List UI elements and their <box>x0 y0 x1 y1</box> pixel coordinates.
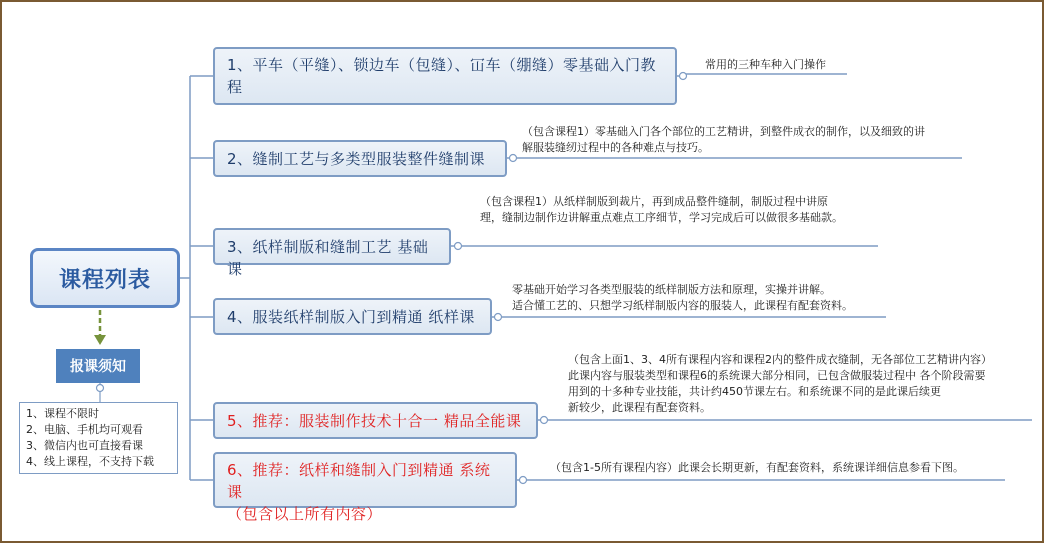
course-desc-1: 常用的三种车种入门操作 <box>705 58 826 71</box>
course-title-line: 1、平车（平缝）、锁边车（包缝）、冚车（绷缝）零基础入门教 <box>227 56 657 74</box>
notice-node[interactable] <box>56 349 140 383</box>
notice-item: 4、线上课程，不支持下载 <box>26 455 154 468</box>
notice-arrow-head <box>94 335 106 345</box>
course-desc-3: （包含课程1）从纸样制版到裁片，再到成品整件缝制，制版过程中讲原 理，缝制边制作边讲解重点难点工序细节，学习完成后可以做很多基础款。 <box>480 195 843 224</box>
course-node-1[interactable] <box>213 47 677 105</box>
course-node-3[interactable] <box>213 228 451 278</box>
course-node-6[interactable] <box>213 452 517 523</box>
notice-list <box>19 402 178 474</box>
collapse-dot-2 <box>510 155 517 162</box>
course-desc-4: 零基础开始学习各类型服装的纸样制版方法和原理，实操并讲解。 适合懂工艺的、只想学习纸样制版内容的服装人，此课程有配套资料。 <box>512 283 853 312</box>
course-desc-2: （包含课程1）零基础入门各个部位的工艺精讲，到整件成衣的制作，以及细致的讲 解服装缝纫过程中的各种难点与技巧。 <box>522 125 925 154</box>
collapse-dot-4 <box>495 314 502 321</box>
course-node-4[interactable] <box>213 298 492 335</box>
course-title-line: 5、推荐：服装制作技术十合一 精品全能课 <box>227 412 522 430</box>
notice-title: 报课须知 <box>70 359 126 375</box>
root-title: 课程列表 <box>58 267 151 293</box>
notice-item: 1、课程不限时 <box>26 407 99 420</box>
course-node-5[interactable] <box>213 402 538 439</box>
root-node[interactable] <box>30 248 180 308</box>
course-title-line: （包含以上所有内容） <box>227 505 383 523</box>
desc-link-1 <box>677 74 847 76</box>
course-desc-5: （包含上面1、3、4所有课程内容和课程2内的整件成衣缝制，无各部位工艺精讲内容） 此课内容与服装类型和课程6的系统课大部分相同，已包含做服装过程中 各个阶段需要 用到的十多种专业技能，共计约450节课左右。和系统课不同的是此课后续更 新较少，此课程有配套资料。 <box>568 353 992 414</box>
collapse-dot-1 <box>680 73 687 80</box>
collapse-dot-6 <box>520 477 527 484</box>
notice-item: 3、微信内也可直接看课 <box>26 439 143 452</box>
course-node-2[interactable] <box>213 140 507 177</box>
notice-dot <box>97 385 104 392</box>
course-title-line: 2、缝制工艺与多类型服装整件缝制课 <box>227 150 486 168</box>
course-title-line: 4、服装纸样制版入门到精通 纸样课 <box>227 308 475 326</box>
course-title-line: 3、纸样制版和缝制工艺 基础课 <box>227 238 429 278</box>
collapse-dot-3 <box>455 243 462 250</box>
notice-item: 2、电脑、手机均可观看 <box>26 423 143 436</box>
course-desc-6: （包含1-5所有课程内容）此课会长期更新，有配套资料，系统课详细信息参看下图。 <box>550 461 964 474</box>
course-title-line: 6、推荐：纸样和缝制入门到精通 系统课 <box>227 461 491 501</box>
collapse-dot-5 <box>541 417 548 424</box>
course-title-line: 程 <box>227 78 243 96</box>
